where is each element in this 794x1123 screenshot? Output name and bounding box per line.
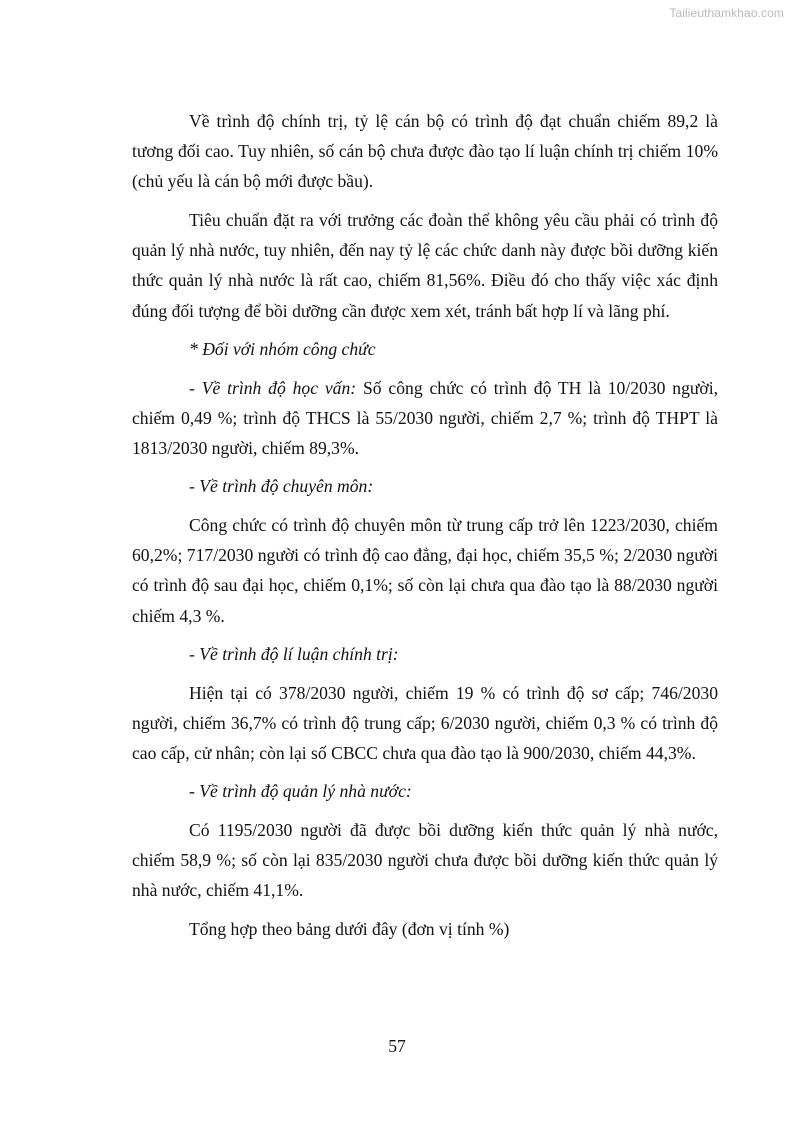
paragraph-state-management	[132, 815, 718, 906]
body-text	[132, 106, 718, 952]
heading-professional-level: - Về trình độ chuyên môn:	[189, 476, 374, 497]
paragraph-political-level	[132, 106, 718, 197]
paragraph-summary-table-intro	[132, 914, 718, 944]
paragraph-education-level	[132, 373, 718, 464]
paragraph-political-theory	[132, 678, 718, 769]
paragraph-text: Về trình độ chính trị, tỷ lệ cán bộ có trình độ đạt chuẩn chiếm 89,2 là tương đối cao. Tuy nhiên, số cán bộ chưa được đào tạo lí luận chính trị chiếm 10% (chủ yếu là cán bộ mới được bầu).	[132, 111, 718, 192]
paragraph-text: Có 1195/2030 người đã được bồi dưỡng kiến thức quản lý nhà nước, chiếm 58,9 %; số còn lại 835/2030 người chưa được bồi dưỡng kiến thức quản lý nhà nước, chiếm 41,1%.	[132, 819, 718, 901]
paragraph-text: Số công chức có trình độ TH là 10/2030 người, chiếm 0,49 %; trình độ THCS là 55/2030 người, chiếm 2,7 %; trình độ THPT là 1813/2030 người, chiếm 89,3%.	[132, 377, 718, 458]
paragraph-text: Hiện tại có 378/2030 người, chiếm 19 % có trình độ sơ cấp; 746/2030 người, chiếm 36,7% có trình độ trung cấp; 6/2030 người, chiếm 0,3 % có trình độ cao cấp, cử nhân; còn lại số CBCC chưa qua đào tạo là 900/2030, chiếm 44,3%.	[132, 682, 718, 763]
page-number: 57	[388, 1036, 406, 1056]
paragraph-union-leaders	[132, 205, 718, 326]
heading-state-management: - Về trình độ quản lý nhà nước:	[189, 781, 412, 802]
paragraph-professional-level	[132, 510, 718, 631]
watermark: Tailieuthamkhao.com	[669, 6, 784, 20]
paragraph-lead: - Về trình độ học vấn:	[189, 377, 357, 398]
paragraph-text: Công chức có trình độ chuyên môn từ trung cấp trở lên 1223/2030, chiếm 60,2%; 717/2030 người có trình độ cao đẳng, đại học, chiếm 35,5 %; 2/2030 người có trình độ sau đại học, chiếm 0,1%; số còn lại chưa qua đào tạo là 88/2030 người chiếm 4,3 %.	[132, 514, 718, 626]
paragraph-text: Tổng hợp theo bảng dưới đây (đơn vị tính %)	[189, 918, 510, 939]
heading-civil-servants: * Đối với nhóm công chức	[189, 339, 376, 360]
heading-political-theory: - Về trình độ lí luận chính trị:	[189, 644, 399, 665]
paragraph-text: Tiêu chuẩn đặt ra với trưởng các đoàn thể không yêu cầu phải có trình độ quản lý nhà nước, tuy nhiên, đến nay tỷ lệ các chức danh này được bồi dưỡng kiến thức quản lý nhà nước là rất cao, chiếm 81,56%. Điều đó cho thấy việc xác định đúng đối tượng để bồi dưỡng cần được xem xét, tránh bất hợp lí và lãng phí.	[132, 209, 718, 321]
